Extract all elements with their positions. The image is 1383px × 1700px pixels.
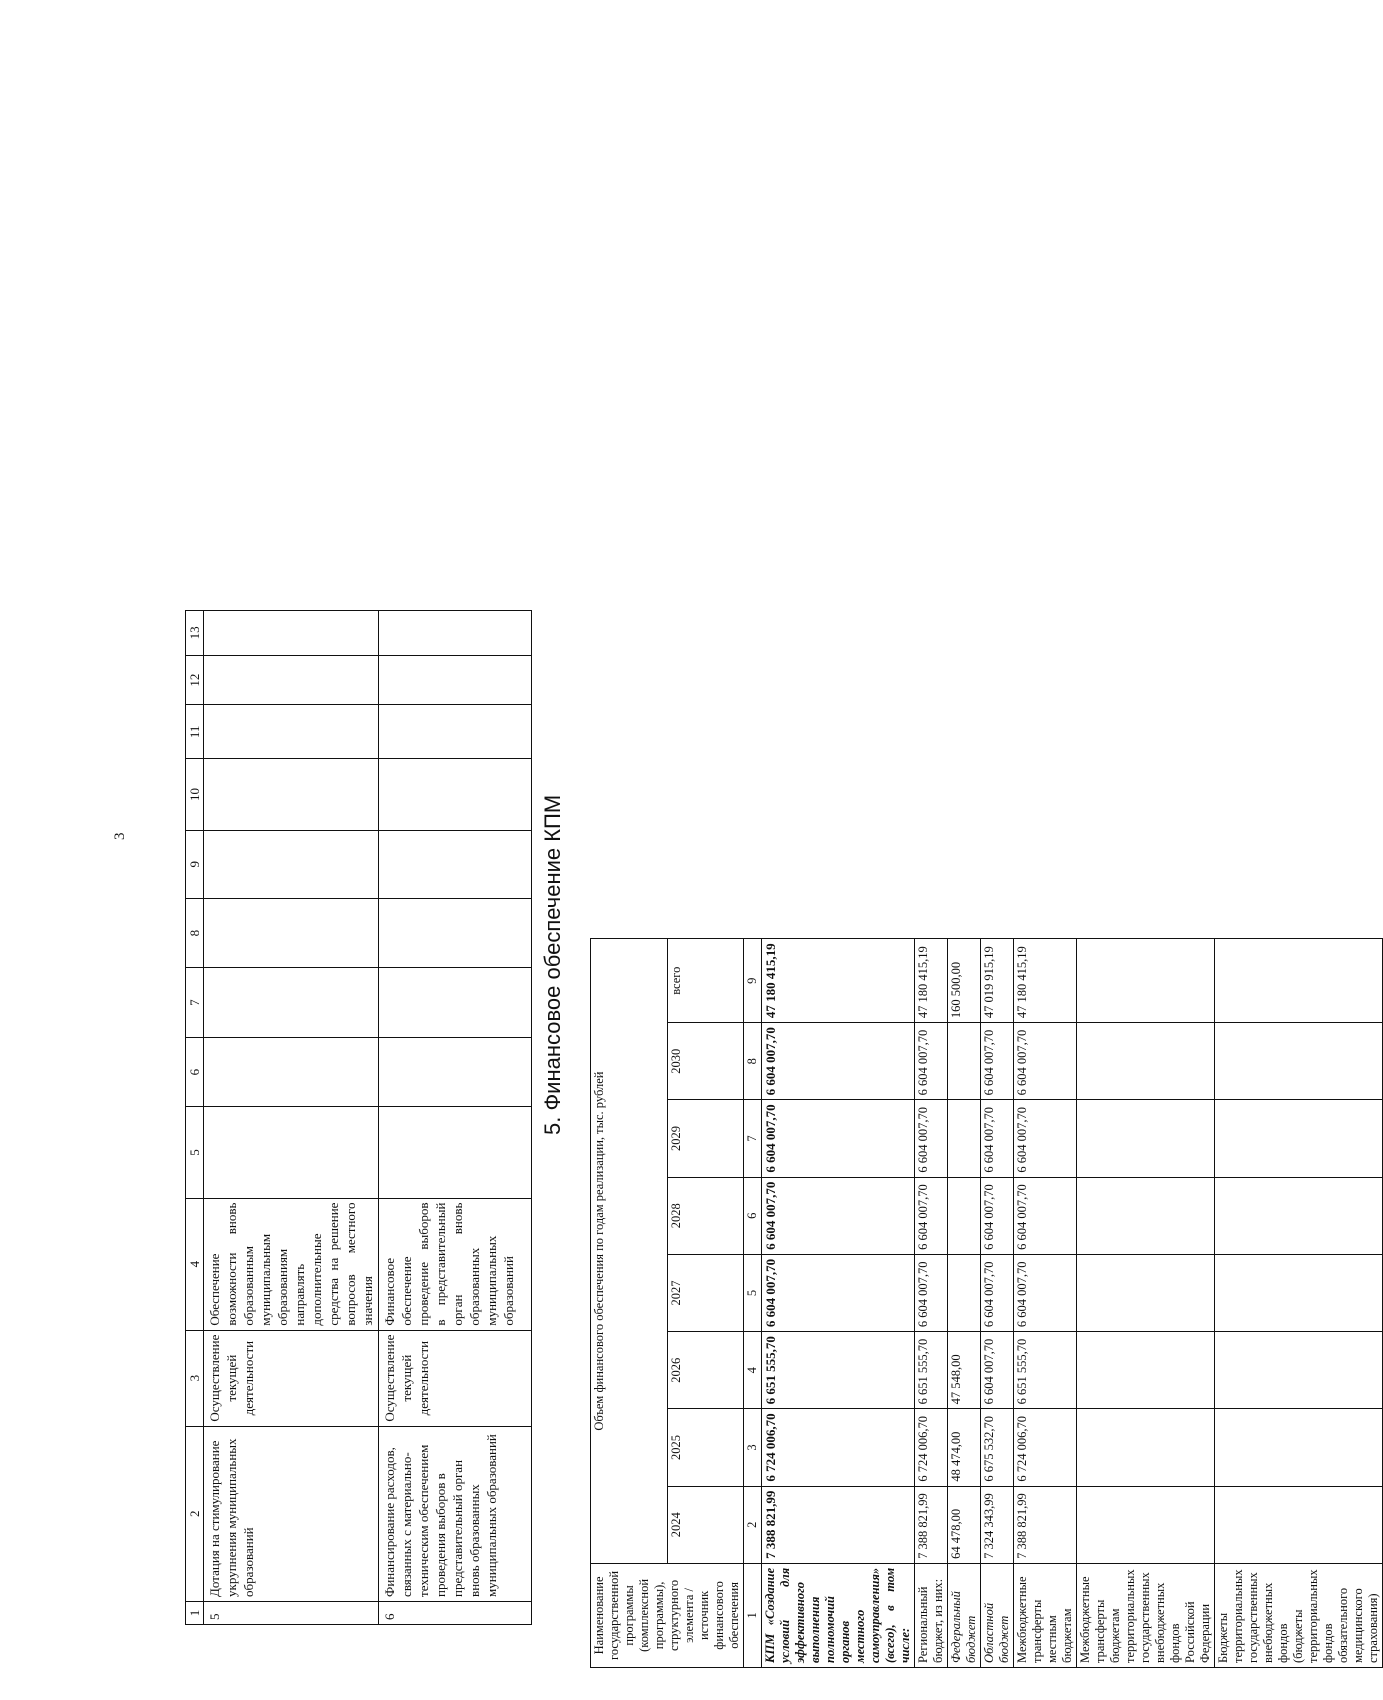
value-cell: 6 604 007,70	[1014, 1023, 1077, 1100]
row-type: Осуществление текущей деятельности	[204, 1330, 379, 1426]
year-header: 2025	[667, 1409, 744, 1486]
value-cell: 6 604 007,70	[981, 1332, 1014, 1409]
col-number: 7	[744, 1100, 762, 1177]
page-number: 3	[112, 832, 128, 840]
value-cell: 6 604 007,70	[1014, 1177, 1077, 1254]
value-cell: 7 388 821,99	[762, 1486, 915, 1563]
row-name: Дотация на стимулирование укрупнения муниципальных образований	[204, 1426, 379, 1601]
col-number: 2	[744, 1486, 762, 1563]
value-cell: 6 604 007,70	[981, 1100, 1014, 1177]
header-cell: 13	[186, 611, 204, 656]
header-cell: 7	[186, 968, 204, 1038]
finance-table	[590, 938, 1383, 1668]
table-row	[981, 939, 1014, 1668]
value-cell: 6 604 007,70	[762, 1177, 915, 1254]
row-label: Межбюджетные трансферты бюджетам территориальных государственных внебюджетных фондов Российской Федерации	[1077, 1563, 1215, 1667]
col1-header: Наименование государственной программы (комплексной программы), структурного элемента / источник финансового обеспечения	[591, 1563, 744, 1667]
value-cell: 64 478,00	[948, 1486, 981, 1563]
year-header: 2026	[667, 1332, 744, 1409]
activities-table	[185, 610, 532, 1625]
value-cell: 6 724 006,70	[1014, 1409, 1077, 1486]
value-cell: 160 500,00	[948, 939, 981, 1023]
header-cell: 5	[186, 1107, 204, 1198]
value-cell: 47 548,00	[948, 1332, 981, 1409]
table-row	[1014, 939, 1077, 1668]
row-name: Финансирование расходов, связанных с материально-техническим обеспечением проведения выборов в представительный орган вновь образованных муниципальных образований	[379, 1426, 532, 1601]
value-cell	[948, 1100, 981, 1177]
value-cell: 6 604 007,70	[762, 1254, 915, 1331]
col-number: 5	[744, 1254, 762, 1331]
header-cell: 2	[186, 1426, 204, 1601]
table-row	[1215, 939, 1383, 1668]
table-row	[948, 939, 981, 1668]
value-cell: 7 388 821,99	[915, 1486, 948, 1563]
table-row	[204, 611, 379, 1625]
value-cell: 6 604 007,70	[915, 1023, 948, 1100]
row-label: КПМ «Создание условий для эффективного выполнения полномочий органов местного самоуправления» (всего), в том числе:	[762, 1563, 915, 1667]
header-cell: 1	[186, 1601, 204, 1624]
value-cell: 6 604 007,70	[1014, 1100, 1077, 1177]
col-number: 8	[744, 1023, 762, 1100]
value-cell: 6 604 007,70	[981, 1254, 1014, 1331]
table-row	[762, 939, 915, 1668]
year-header: 2028	[667, 1177, 744, 1254]
value-cell: 47 180 415,19	[1014, 939, 1077, 1023]
value-cell: 7 388 821,99	[1014, 1486, 1077, 1563]
table-row	[1077, 939, 1215, 1668]
value-cell: 48 474,00	[948, 1409, 981, 1486]
value-cell: 7 324 343,99	[981, 1486, 1014, 1563]
section-title: 5. Финансовое обеспечение КПМ	[540, 794, 565, 1135]
col-numbers-row	[744, 939, 762, 1668]
row-description: Обеспечение возможности вновь образованным муниципальным образованиям направлять дополнительные средства на решение вопросов местного значения	[204, 1198, 379, 1330]
value-cell: 6 651 555,70	[915, 1332, 948, 1409]
header-cell: 10	[186, 759, 204, 830]
value-cell: 6 724 006,70	[762, 1409, 915, 1486]
value-cell: 6 604 007,70	[915, 1100, 948, 1177]
row-description: Финансовое обеспечение проведение выборов в представительный орган вновь образованных муниципальных образований	[379, 1198, 532, 1330]
value-cell: 47 019 915,19	[981, 939, 1014, 1023]
value-cell: 6 604 007,70	[1014, 1254, 1077, 1331]
value-cell	[948, 1177, 981, 1254]
value-cell: 6 651 555,70	[762, 1332, 915, 1409]
year-header: 2027	[667, 1254, 744, 1331]
row-label: Федеральный бюджет	[948, 1563, 981, 1667]
header-cell: 8	[186, 898, 204, 968]
value-cell	[948, 1254, 981, 1331]
year-header: всего	[667, 939, 744, 1023]
value-cell: 47 180 415,19	[762, 939, 915, 1023]
col-number: 4	[744, 1332, 762, 1409]
group-header: Объем финансового обеспечения по годам реализации, тыс. рублей	[591, 939, 668, 1564]
value-cell: 6 604 007,70	[762, 1100, 915, 1177]
header-cell: 9	[186, 830, 204, 898]
value-cell: 6 604 007,70	[915, 1254, 948, 1331]
table-header-row	[186, 611, 204, 1625]
col-number: 3	[744, 1409, 762, 1486]
value-cell: 6 675 532,70	[981, 1409, 1014, 1486]
row-label: Региональный бюджет, из них:	[915, 1563, 948, 1667]
value-cell: 6 724 006,70	[915, 1409, 948, 1486]
col-number: 6	[744, 1177, 762, 1254]
row-type: Осуществление текущей деятельности	[379, 1330, 532, 1426]
value-cell	[948, 1023, 981, 1100]
header-cell: 4	[186, 1198, 204, 1330]
col-number: 9	[744, 939, 762, 1023]
row-label: Бюджеты территориальных государственных внебюджетных фондов (бюджеты территориальных фондов обязательного медицинского страхования)	[1215, 1563, 1383, 1667]
value-cell: 47 180 415,19	[915, 939, 948, 1023]
row-number: 6	[379, 1601, 532, 1624]
value-cell: 6 604 007,70	[981, 1023, 1014, 1100]
header-cell: 11	[186, 705, 204, 759]
header-cell: 6	[186, 1037, 204, 1107]
year-header: 2030	[667, 1023, 744, 1100]
row-number: 5	[204, 1601, 379, 1624]
table-row	[915, 939, 948, 1668]
finance-header-row	[591, 939, 668, 1668]
header-cell: 12	[186, 655, 204, 705]
col-number: 1	[744, 1563, 762, 1667]
year-header: 2024	[667, 1486, 744, 1563]
header-cell: 3	[186, 1330, 204, 1426]
value-cell: 6 604 007,70	[981, 1177, 1014, 1254]
year-header: 2029	[667, 1100, 744, 1177]
value-cell: 6 604 007,70	[915, 1177, 948, 1254]
value-cell: 6 651 555,70	[1014, 1332, 1077, 1409]
table-row	[379, 611, 532, 1625]
row-label: Межбюджетные трансферты местным бюджетам	[1014, 1563, 1077, 1667]
years-row	[667, 939, 744, 1668]
value-cell: 6 604 007,70	[762, 1023, 915, 1100]
row-label: Областной бюджет	[981, 1563, 1014, 1667]
